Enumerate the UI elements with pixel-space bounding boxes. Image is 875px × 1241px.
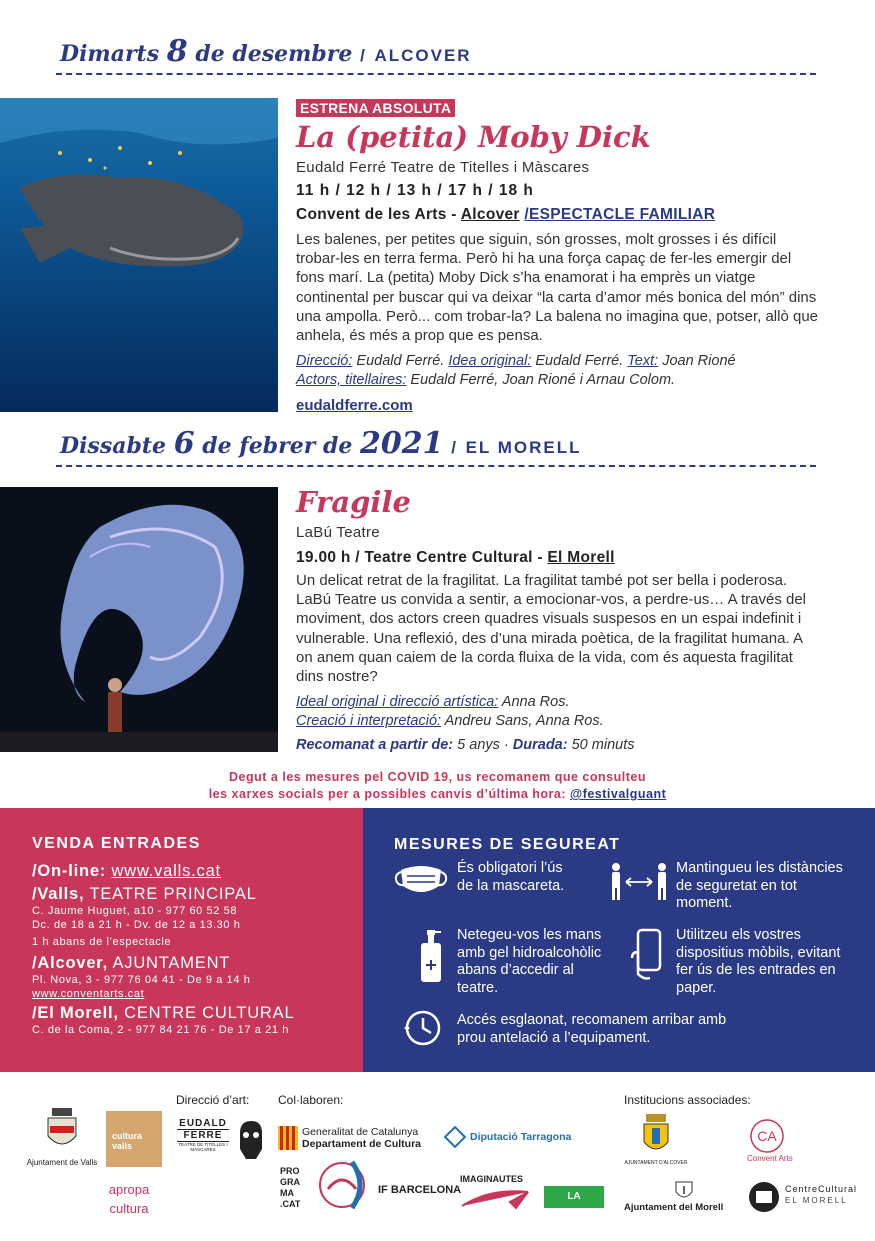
event2-venue-town-link[interactable]: El Morell	[547, 549, 615, 566]
event2-date: Dissabte 6 de febrer de 2021 / EL MORELL	[60, 426, 582, 461]
safety-panel	[363, 808, 875, 1072]
valls-address: C. Jaume Huguet, a10 - 977 60 52 58	[32, 905, 238, 917]
event1-venue-town-link[interactable]: Alcover	[460, 206, 520, 223]
event2-venue: 19.00 h / Teatre Centre Cultural - El Morell	[296, 549, 615, 566]
tickets-morell: /El Morell, CENTRE CULTURAL	[32, 1004, 295, 1022]
hand-gel-icon	[419, 928, 445, 984]
centre-cultural-morell-logo: CentreCultural EL MORELL	[745, 1180, 865, 1216]
paper-plane-icon	[460, 1186, 530, 1210]
valls-council-logo	[20, 1106, 104, 1170]
event2-town: EL MORELL	[465, 438, 582, 457]
event2-credits: Ideal original i direcció artística: Anna Ros. Creació i interpretació: Andreu Sans, Anna Ros.	[296, 694, 604, 729]
valls-note: 1 h abans de l’espectacle	[32, 936, 172, 948]
safety-title: MESURES DE SEGUREAT	[394, 836, 621, 853]
divider	[56, 465, 816, 467]
imaginautes-logo: IMAGINAUTES	[460, 1174, 523, 1184]
event1-company: Eudald Ferré Teatre de Titelles i Màscares	[296, 159, 590, 176]
measure-mobile: Utilitzeu els vostres dispositius mòbils, evitant fer ús de les entrades en paper.	[676, 927, 841, 996]
eudald-ferre-logo: EUDALD FERRÉ TEATRE DE TITELLES I MÀSCARES	[178, 1118, 228, 1152]
event1-title: La (petita) Moby Dick	[296, 120, 651, 154]
mask-icon	[393, 860, 449, 898]
svg-text:CA: CA	[757, 1128, 777, 1144]
alcover-council-logo	[626, 1112, 686, 1172]
covid-notice: Degut a les mesures pel COVID 19, us recomanem que consulteu les xarxes socials per a possibles canvis d’última hora: @festivalguant	[208, 770, 667, 801]
divider	[56, 73, 816, 75]
diputacio-tarragona-logo: Diputació Tarragona	[444, 1124, 574, 1152]
collaborators-label: Col·laboren:	[278, 1093, 344, 1107]
puppet-icon	[236, 1119, 266, 1161]
online-url-link[interactable]: www.valls.cat	[111, 862, 221, 880]
event2-details	[296, 485, 821, 755]
event1-times: 11 h / 12 h / 13 h / 17 h / 18 h	[296, 182, 534, 199]
la-taulada-logo: LA TAULADA	[544, 1186, 604, 1208]
event1-venue: Convent de les Arts - Alcover /ESPECTACLE FAMILIAR	[296, 206, 716, 223]
valls-hours: Dc. de 18 a 21 h - Dv. de 12 a 13.30 h	[32, 919, 241, 931]
event1-description: Les balenes, per petites que siguin, són grosses, molt grosses i és difícil trobar-les en terra ferma. Però hi ha una força capaç de fer-les emergir del fons marí. La (petita) Moby Dick s’ha enamorat i ha emprès un viatge continental per buscar qui va deixar “la carta d’amor més bonica del món” dins una ampolla. Però... com trobar-la? La balena no imagina que, potser, allò que anhela, és més a prop que es pensa.	[296, 231, 818, 345]
institutions-label: Institucions associades:	[624, 1093, 751, 1107]
fragile-image	[0, 487, 278, 752]
event1-date: Dimarts 8 de desembre / ALCOVER	[60, 34, 472, 69]
valls-council-caption: Ajuntament de Valls	[26, 1158, 98, 1167]
tickets-panel	[0, 808, 363, 1072]
cultura-valls-text: cultura valls	[112, 1131, 143, 1151]
apropa-cultura-logo: apropa cultura	[108, 1182, 150, 1216]
tickets-title: VENDA ENTRADES	[32, 835, 201, 852]
alcover-website-link[interactable]: www.conventarts.cat	[32, 988, 145, 1000]
event1-details	[296, 99, 821, 414]
tickets-valls: /Valls, TEATRE PRINCIPAL	[32, 885, 257, 903]
measure-mask: És obligatori l’ús de la mascareta.	[457, 860, 565, 894]
social-handle-link[interactable]: @festivalguant	[570, 787, 667, 801]
event2-title: Fragile	[296, 485, 411, 519]
premiere-badge: ESTRENA ABSOLUTA	[296, 99, 455, 117]
event1-credits: Direcció: Eudald Ferré. Idea original: Eudald Ferré. Text: Joan Rioné Actors, titellaires: Eudald Ferré, Joan Rioné i Arnau Colom.	[296, 353, 736, 388]
measure-hand-gel: Netegeu-vos les mans amb gel hidroalcohòlic abans d’accedir al teatre.	[457, 927, 602, 996]
event2-age-duration: Recomanat a partir de: 5 anys · Durada: 50 minuts	[296, 737, 635, 754]
event2-company: LaBú Teatre	[296, 524, 380, 541]
clock-icon	[401, 1008, 445, 1048]
social-distance-icon	[608, 862, 670, 902]
alcover-caption: AJUNTAMENT D'ALCOVER	[624, 1160, 688, 1166]
if-barcelona-logo: IF BARCELONA	[378, 1184, 462, 1196]
cultura-valls-logo	[106, 1111, 162, 1167]
event1-town: ALCOVER	[374, 46, 472, 65]
arc-icon	[350, 1160, 368, 1210]
measure-distance: Mantingueu les distàncies de seguretat en tot moment.	[676, 860, 843, 911]
art-direction-label: Direcció d’art:	[176, 1093, 250, 1107]
event2-description: Un delicat retrat de la fragilitat. La fragilitat també pot ser bella i poderosa. LaBú Teatre us convida a sentir, a emocionar-vos, a perdre-us… A través del moviment, dos actors creen quadres visuals suspesos en un espai indefinit i vulnerable. Una reflexió, des d’una mirada poètica, de la fragilitat humana. A on anem quan caiem de la corda fluixa de la vida, com és aquesta fragilitat dins nostre?	[296, 572, 806, 686]
programa-cat-logo: PRO GRA MA .CAT	[280, 1166, 301, 1209]
measure-staggered-access: Accés esglaonat, recomanem arribar amb prou antelació a l’equipament.	[457, 1012, 727, 1046]
morell-council-logo: Ajuntament del Morell	[624, 1176, 734, 1216]
event1-category: /ESPECTACLE FAMILIAR	[524, 206, 716, 223]
tickets-online: /On-line: www.valls.cat	[32, 862, 221, 880]
event1-website-link[interactable]: eudaldferre.com	[296, 397, 413, 415]
mobile-phone-icon	[630, 928, 666, 980]
whale-image	[0, 98, 278, 412]
tickets-alcover: /Alcover, AJUNTAMENT	[32, 954, 231, 972]
alcover-address: Pl. Nova, 3 - 977 76 04 41 - De 9 a 14 h	[32, 974, 251, 986]
morell-address: C. de la Coma, 2 - 977 84 21 76 - De 17 a 21 h	[32, 1024, 289, 1036]
convent-arts-logo: CA Convent Arts	[745, 1118, 805, 1168]
